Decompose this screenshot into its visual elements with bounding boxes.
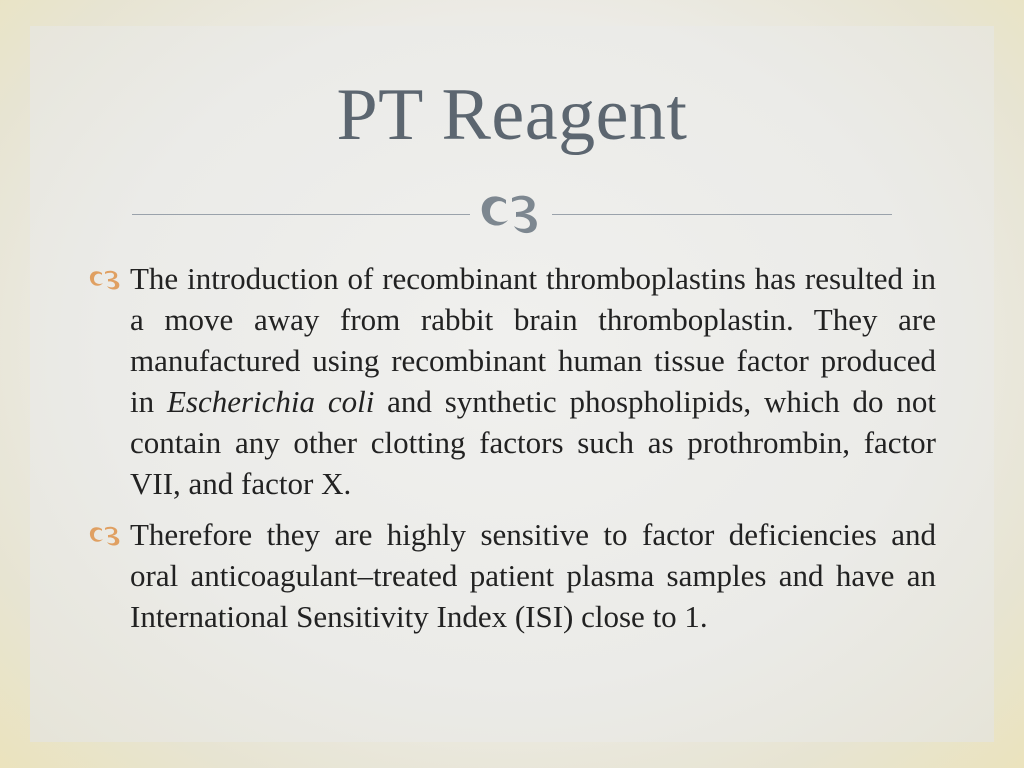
bullet-ornament-icon: [88, 523, 124, 547]
ornament-icon: [476, 188, 548, 238]
bullet-item: [88, 258, 936, 504]
bullet-item: [88, 514, 936, 637]
bullet-text: and synthetic phospholipids, which do not contain any other clotting factors such as prothrombin, factor VII, and factor X.: [130, 384, 936, 501]
bullet-text: Therefore they are highly sensitive to factor deficiencies and oral anticoagulant–treated patient plasma samples and have an International Sensitivity Index (ISI) close to 1.: [130, 517, 936, 634]
slide-title: PT Reagent: [336, 74, 688, 156]
slide-content: [88, 258, 936, 647]
bullet-text: The introduction of recombinant thromboplastins has resulted in a move away from rabbit brain thromboplastin. They are manufactured using recombinant human tissue factor produced in: [130, 261, 936, 419]
divider-line-right: [552, 214, 892, 215]
title-divider: [132, 214, 892, 215]
bullet-ornament-icon: [88, 267, 124, 291]
bullet-text-italic: Escherichia coli: [166, 384, 375, 419]
divider-line-left: [132, 214, 470, 215]
